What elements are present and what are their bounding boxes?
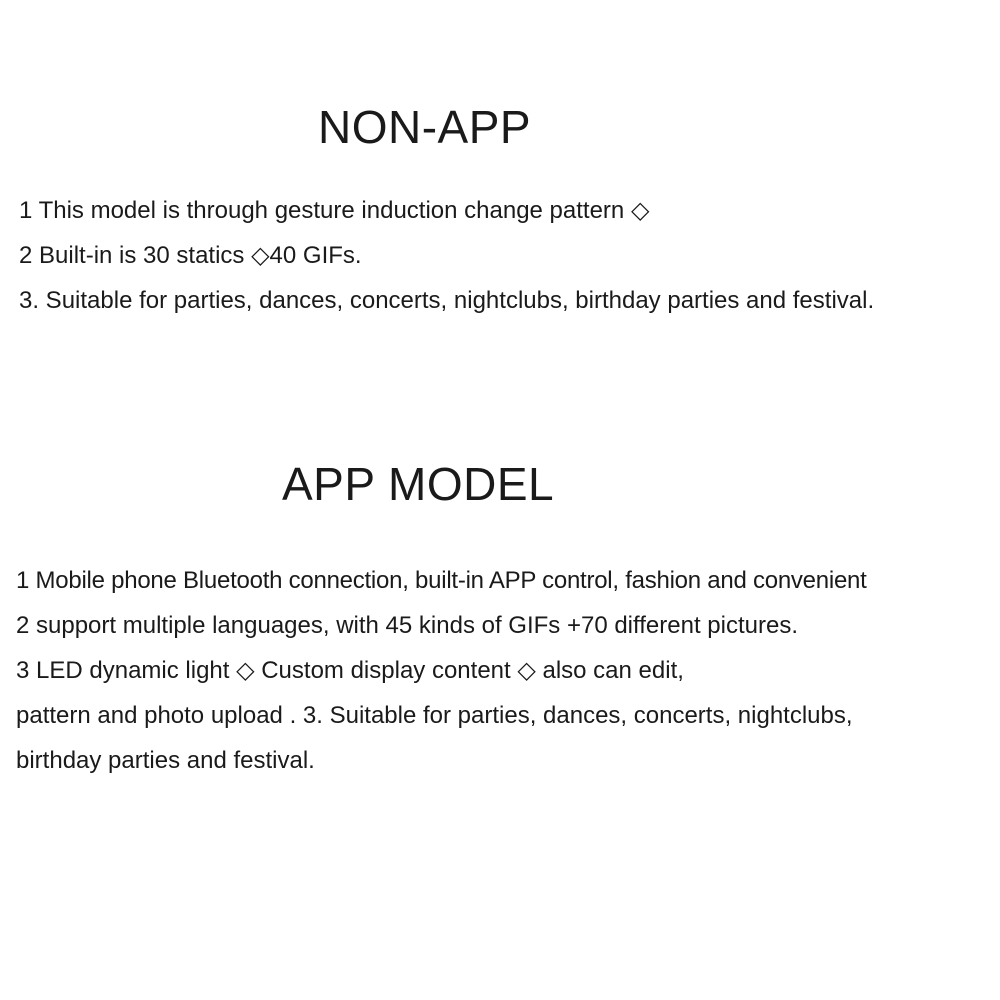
non-app-feature-line-2: 2 Built-in is 30 statics ◇40 GIFs. [19, 242, 362, 269]
app-model-feature-line-1: 1 Mobile phone Bluetooth connection, built-in APP control, fashion and convenient [16, 567, 867, 594]
app-model-feature-line-5: birthday parties and festival. [16, 747, 315, 774]
non-app-feature-line-3: 3. Suitable for parties, dances, concerts, nightclubs, birthday parties and festival. [19, 287, 875, 314]
app-model-feature-line-4: pattern and photo upload . 3. Suitable for parties, dances, concerts, nightclubs, [16, 702, 853, 729]
non-app-feature-line-1: 1 This model is through gesture induction change pattern ◇ [19, 197, 650, 224]
app-model-heading: APP MODEL [282, 458, 555, 510]
app-model-feature-line-2: 2 support multiple languages, with 45 kinds of GIFs +70 different pictures. [16, 612, 798, 639]
non-app-heading: NON-APP [318, 101, 532, 153]
app-model-feature-line-3: 3 LED dynamic light ◇ Custom display content ◇ also can edit, [16, 657, 684, 684]
